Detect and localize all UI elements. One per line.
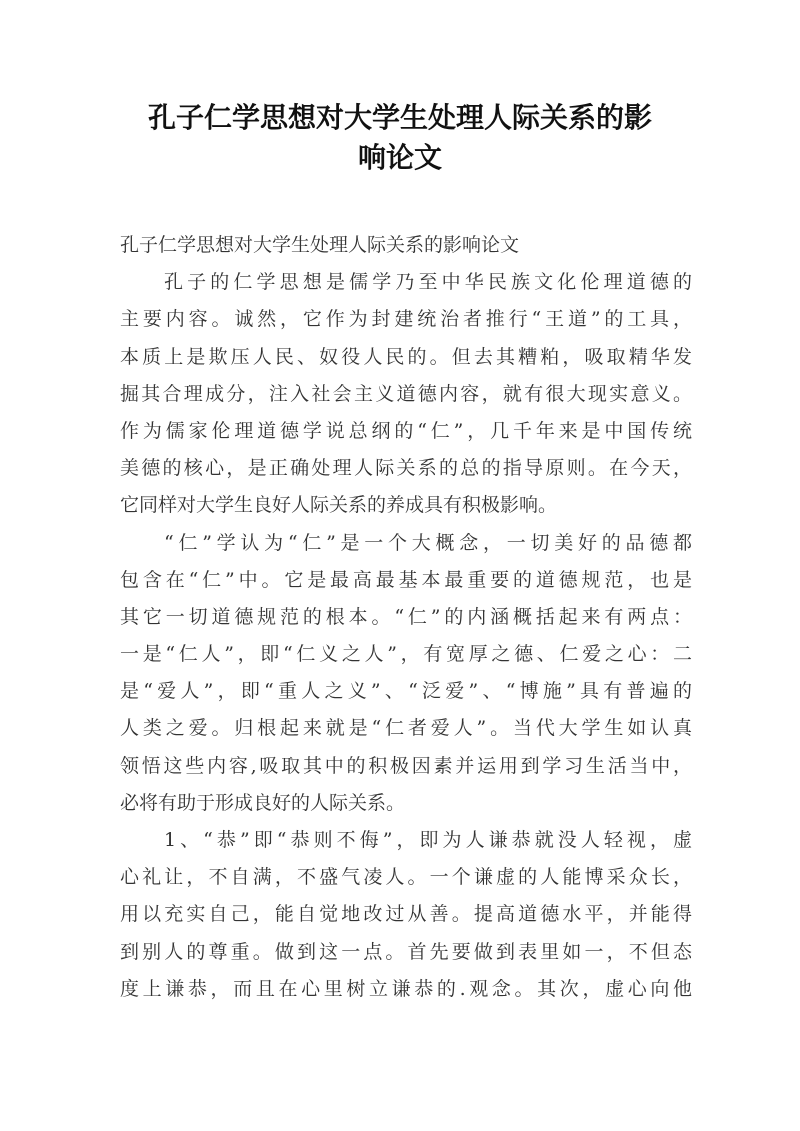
body-text-line: 主要内容。诚然，它作为封建统治者推行“王道”的工具，: [120, 308, 692, 331]
body-text-line: 人类之爱。归根起来就是“仁者爱人”。当代大学生如认真: [120, 717, 692, 740]
body-text-line: 美德的核心，是正确处理人际关系的总的指导原则。在今天，: [120, 457, 692, 480]
body-text-line: 其它一切道德规范的根本。“仁”的内涵概括起来有两点：: [120, 605, 692, 628]
document-title: [0, 98, 800, 178]
body-text-line: 包含在“仁”中。它是最高最基本最重要的道德规范，也是: [120, 568, 692, 591]
body-text-line: 领悟这些内容,吸取其中的积极因素并运用到学习生活当中，: [120, 754, 692, 777]
body-text-line: 一是“仁人”，即“仁义之人”，有宽厚之德、仁爱之心：二: [120, 643, 692, 666]
body-text-line: 作为儒家伦理道德学说总纲的“仁”，几千年来是中国传统: [120, 419, 692, 442]
body-text-line: 度上谦恭，而且在心里树立谦恭的.观念。其次，虚心向他: [120, 977, 692, 1000]
body-text-line: 到别人的尊重。做到这一点。首先要做到表里如一，不但态: [120, 940, 692, 963]
body-text-line: 本质上是欺压人民、奴役人民的。但去其糟粕，吸取精华发: [120, 345, 692, 368]
body-text-line: 必将有助于形成良好的人际关系。: [120, 791, 406, 814]
body-text-line: 心礼让，不自满，不盛气凌人。一个谦虚的人能博采众长，: [120, 866, 692, 889]
title-line-1: 孔子仁学思想对大学生处理人际关系的影: [147, 101, 652, 134]
body-text-line: 1、“恭”即“恭则不侮”，即为人谦恭就没人轻视，虚: [164, 829, 692, 851]
document-body: [120, 227, 692, 1008]
title-line-2: 响论文: [357, 141, 442, 174]
body-text-line: “仁”学认为“仁”是一个大概念，一切美好的品德都: [164, 531, 692, 554]
body-text-line: 它同样对大学生良好人际关系的养成具有积极影响。: [120, 494, 558, 517]
subtitle-line: 孔子仁学思想对大学生处理人际关系的影响论文: [120, 234, 520, 256]
body-text-line: 掘其合理成分，注入社会主义道德内容，就有很大现实意义。: [120, 382, 692, 405]
body-text-line: 用以充实自己，能自觉地改过从善。提高道德水平，并能得: [120, 903, 692, 926]
body-text-line: 孔子的仁学思想是儒学乃至中华民族文化伦理道德的: [164, 271, 692, 294]
body-text-line: 是“爱人”，即“重人之义”、“泛爱”、“博施”具有普遍的: [120, 680, 692, 703]
